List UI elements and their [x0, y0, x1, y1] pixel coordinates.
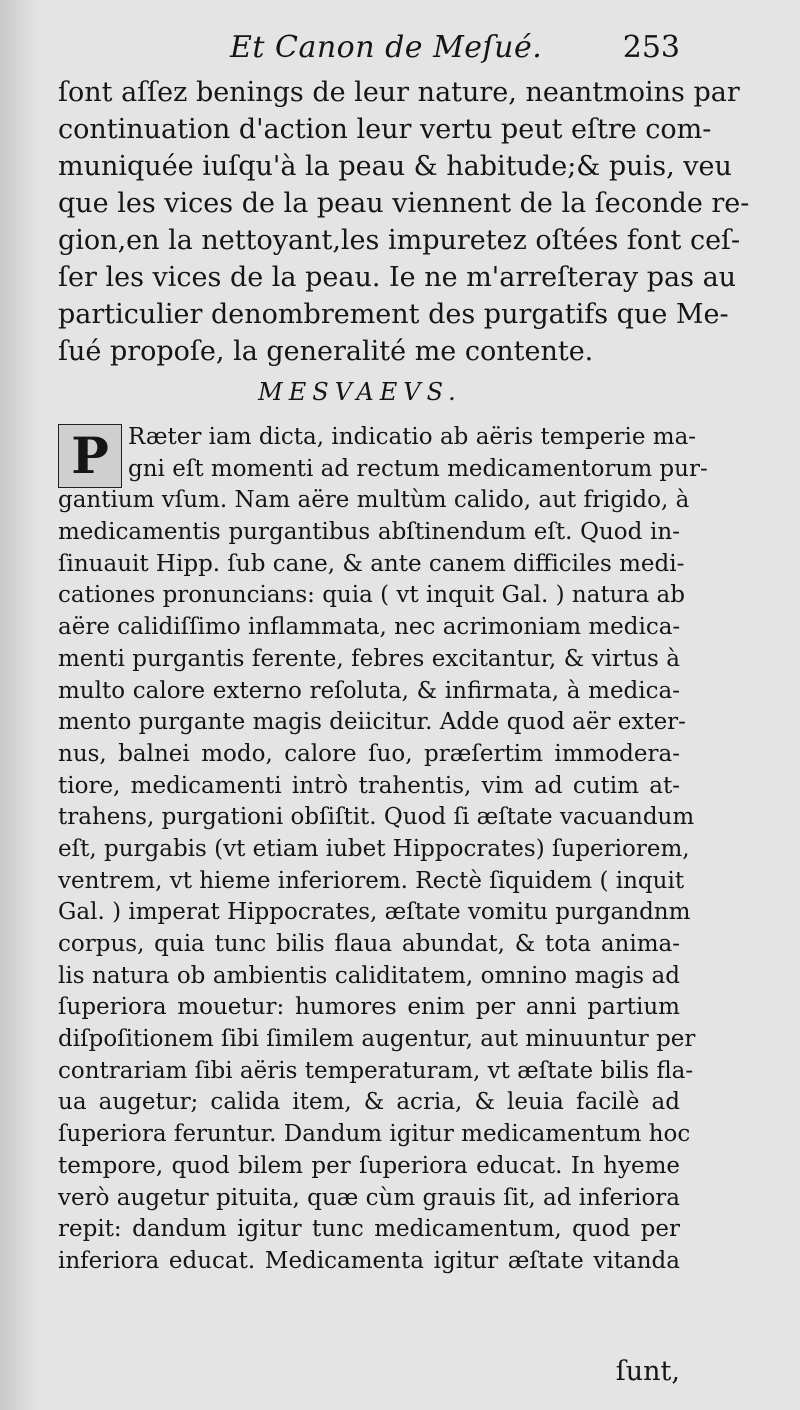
- text-line: lis natura ob ambientis caliditatem, omnino magis ad: [58, 962, 680, 989]
- page-header: [60, 28, 680, 72]
- text-line: repit: dandum igitur tunc medicamentum, quod per: [58, 1216, 680, 1243]
- text-line: contrariam ſibi aëris temperaturam, vt æſtate bilis fla-: [58, 1057, 694, 1084]
- text-line: tiore, medicamenti intrò trahentis, vim ad cutim at-: [58, 772, 680, 799]
- text-line: gion,en la nettoyant,les impuretez oſtées font ceſ-: [58, 225, 741, 256]
- text-line: inferiora educat. Medicamenta igitur æſtate vitanda: [58, 1247, 680, 1274]
- text-line: continuation d'action leur vertu peut eſtre com-: [58, 114, 712, 145]
- text-line: corpus, quia tunc bilis flaua abundat, & tota anima-: [58, 931, 680, 957]
- text-line: medicamentis purgantibus abſtinendum eſt. Quod in-: [58, 519, 680, 546]
- text-line: ſinuauit Hipp. ſub cane, & ante canem difficiles medi-: [58, 550, 685, 577]
- text-line: ſuperiora feruntur. Dandum igitur medicamentum hoc: [58, 1121, 691, 1148]
- text-line: menti purgantis ferente, febres excitantur, & virtus à: [58, 645, 680, 672]
- catchword: ſunt,: [615, 1356, 680, 1387]
- text-line: multo calore externo reſoluta, & infirmata, à medica-: [58, 677, 680, 704]
- french-paragraph: [58, 74, 750, 370]
- text-line: verò augetur pituita, quæ cùm grauis ſit, ad inferiora: [58, 1184, 680, 1211]
- running-title: Et Canon de Meſué.: [230, 30, 543, 65]
- page-number: 253: [622, 30, 680, 65]
- text-line: gantium vſum. Nam aëre multùm calido, aut frigido, à: [58, 487, 690, 514]
- text-line: particulier denombrement des purgatifs que Me-: [58, 299, 729, 330]
- text-line: ventrem, vt hieme inferiorem. Rectè ſiquidem ( inquit: [58, 867, 685, 894]
- text-line: ſué propoſe, la generalité me contente.: [58, 336, 594, 367]
- text-line: ſer les vices de la peau. Ie ne m'arreſteray pas au: [58, 262, 737, 293]
- text-line: que les vices de la peau viennent de la ſeconde re-: [58, 188, 750, 219]
- page-gutter-shadow: [0, 0, 40, 1410]
- text-line: gni eſt momenti ad rectum medicamentorum pur-: [128, 455, 708, 482]
- text-line: aëre calidiſſimo inflammata, nec acrimoniam medica-: [58, 614, 681, 641]
- text-line: ua augetur; calida item, & acria, & leuia facilè ad: [58, 1089, 680, 1116]
- text-line: cationes pronuncians: quia ( vt inquit Gal. ) natura ab: [58, 582, 685, 609]
- section-heading: MESVAEVS.: [258, 378, 462, 406]
- text-line: trahens, purgationi obſiſtit. Quod ſi æſtate vacuandum: [58, 804, 695, 831]
- initial-letter: P: [71, 426, 109, 485]
- text-line: eſt, purgabis (vt etiam iubet Hippocrates) ſuperiorem,: [58, 835, 690, 862]
- text-line: mento purgante magis deiicitur. Adde quod aër exter-: [58, 709, 686, 736]
- text-line: diſpoſitionem ſibi ſimilem augentur, aut minuuntur per: [58, 1026, 696, 1053]
- text-line: Ræter iam dicta, indicatio ab aëris temperie ma-: [128, 424, 697, 450]
- text-line: Gal. ) imperat Hippocrates, æſtate vomitu purgandnm: [58, 899, 691, 926]
- text-line: ſuperiora mouetur: humores enim per anni partium: [58, 994, 680, 1021]
- text-line: ſont aſſez benings de leur nature, neantmoins par: [58, 77, 740, 108]
- text-line: muniquée iuſqu'à la peau & habitude;& puis, veu: [58, 151, 732, 182]
- latin-paragraph: [58, 422, 708, 1278]
- text-line: tempore, quod bilem per ſuperiora educat. In hyeme: [58, 1152, 680, 1179]
- text-line: nus, balnei modo, calore ſuo, præſertim immodera-: [58, 740, 680, 767]
